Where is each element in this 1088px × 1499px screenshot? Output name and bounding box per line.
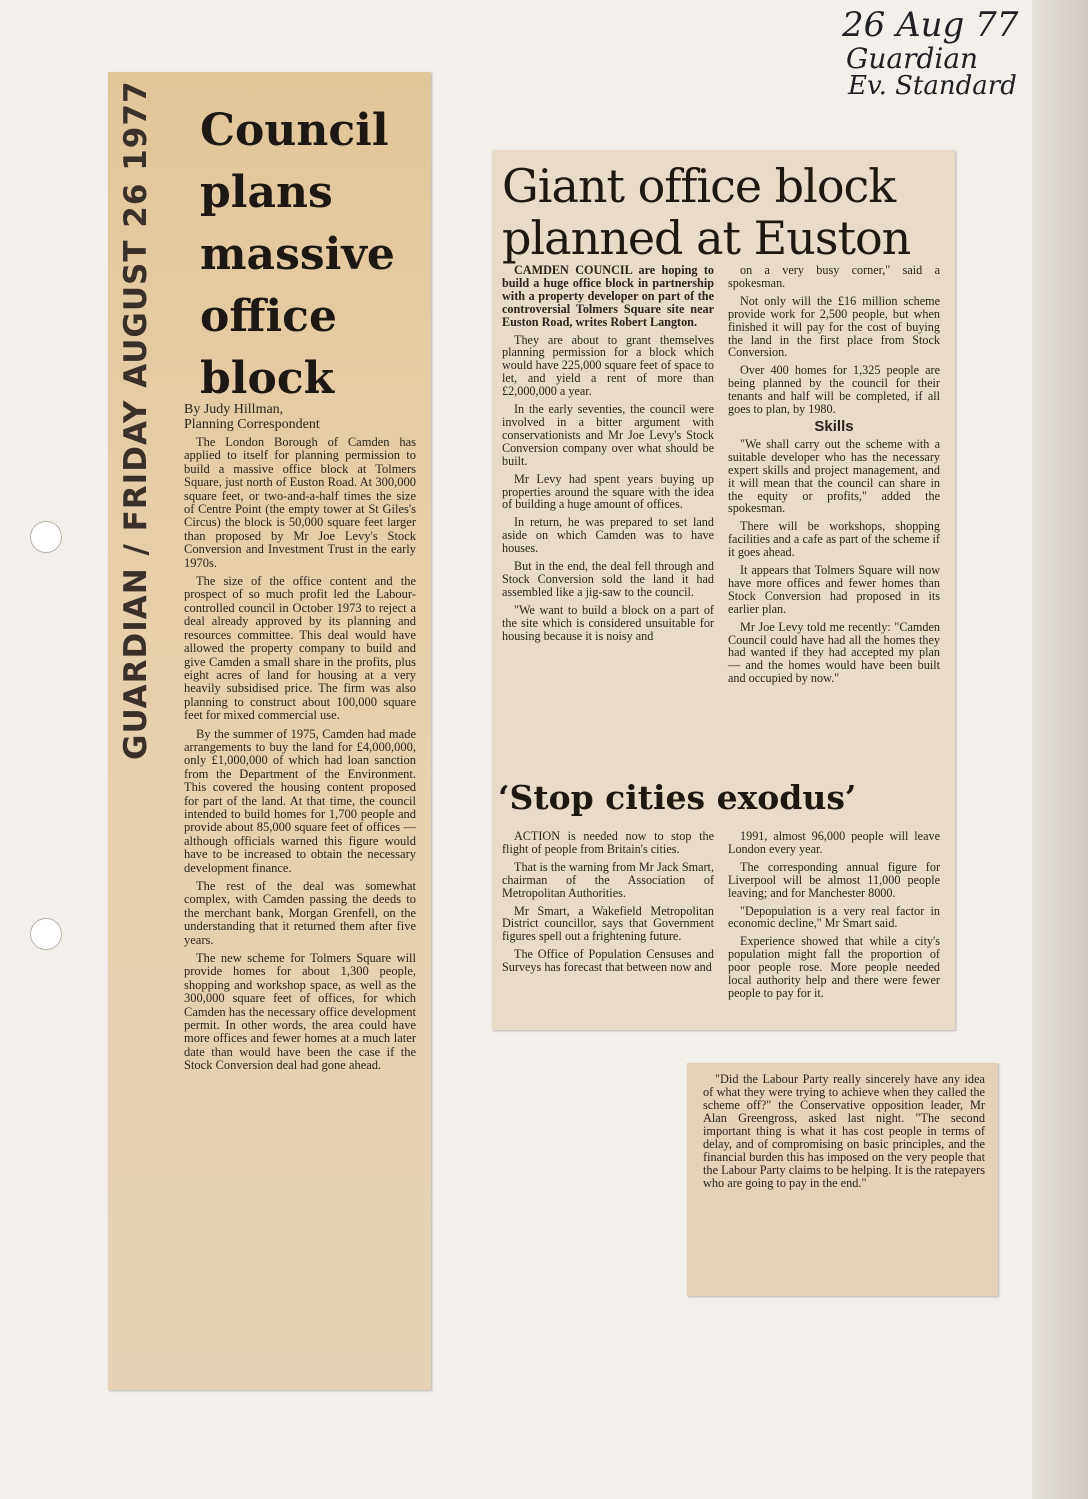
article-paragraph: CAMDEN COUNCIL are hoping to build a huge office block in partnership with a property developer on part of the controversial Tolmers Square site near Euston Road, writes Robert Langton. <box>502 263 714 329</box>
guardian-headline: Council plans massive office block <box>200 105 395 404</box>
article-paragraph: The Office of Population Censuses and Surveys has forecast that between now and <box>502 947 714 975</box>
guardian-article-body <box>184 436 416 1078</box>
article-paragraph: Not only will the £16 million scheme provide work for 2,500 people, but when finished it will pay for the cost of buying the land in the first place from Stock Conversion. <box>728 293 940 360</box>
byline-role: Planning Correspondent <box>184 417 320 432</box>
article-paragraph: In the early seventies, the council were involved in a bitter argument with conservationists and Mr Joe Levy's Stock Conversion company over what should be built. <box>502 402 714 468</box>
guardian-clipping <box>108 72 431 1390</box>
note-source-1: Guardian <box>846 41 979 75</box>
article-paragraph: The size of the office content and the prospect of so much profit led the Labour-controlled council in October 1973 to reject a deal already approved by its planning and resources committee. This deal would have allowed the property company to build and give Camden a small share in the profits, plus eight acres of land for housing at a very heavily subsidised price. The firm was also planning to construct about 100,000 square feet for mixed commercial use. <box>184 574 416 723</box>
quote-clipping <box>687 1063 998 1296</box>
article-paragraph: Over 400 homes for 1,325 people are being planned by the council for their tenants and half will be completed, if all goes to plan, by 1980. <box>728 363 940 417</box>
article-paragraph: "Did the Labour Party really sincerely have any idea of what they were trying to achieve when they called the scheme off?" the Conservative opposition leader, Mr Alan Greengross, asked last night. "The second important thing is what it has cost people in terms of delay, and of compromising on basic principles, and the financial burden this has imposed on the very people that the Labour Party claims to be helping. It is the ratepayers who are going to pay in the end." <box>703 1072 985 1190</box>
article-paragraph: Experience showed that while a city's population might fall the proportion of poor people rose. More people needed local authority help and there were fewer people to pay for it. <box>728 934 940 1000</box>
article-column-4 <box>728 830 940 1005</box>
byline <box>184 402 414 432</box>
article-paragraph: Mr Joe Levy told me recently: "Camden Council could have had all the homes they had wanted if they had accepted my plan — and the homes would have been built and occupied by now." <box>728 619 940 686</box>
article-paragraph: on a very busy corner," said a spokesman. <box>728 263 940 290</box>
exodus-headline: ‘Stop cities exodus’ <box>498 778 857 817</box>
dateline-text: GUARDIAN / FRIDAY AUGUST 26 1977 <box>118 80 154 760</box>
article-paragraph: The London Borough of Camden has applied to itself for planning permission to build a massive office block at Tolmers Square, just north of Euston Road. At 300,000 square feet, or two-and-a-half times the size of Centre Point (the empty tower at St Giles's Circus) the block is 50,000 square feet larger than proposed by Mr Joe Levy's Stock Conversion and Investment Trust in the early 1970s. <box>184 435 416 570</box>
article-paragraph: They are about to grant themselves planning permission for a block which would have 225,000 square feet of space to let, and yield a rent of more than £2,000,000 a year. <box>502 332 714 399</box>
article-paragraph: Mr Levy had spent years buying up properties around the square with the idea of building a huge amount of offices. <box>502 471 714 512</box>
standard-clipping <box>492 150 955 1030</box>
note-date: 26 Aug 77 <box>842 5 1019 45</box>
page-edge <box>1032 0 1088 1499</box>
article-paragraph: The new scheme for Tolmers Square will provide homes for about 1,300 people, shopping and workshop space, as well as the 300,000 square feet of offices, for which Camden has the necessary office development permit. In other words, the area could have more offices and fewer homes at a much later date than would have been the case if the Stock Conversion deal had gone ahead. <box>184 951 416 1073</box>
handwritten-note <box>842 5 1042 102</box>
article-paragraph: Mr Smart, a Wakefield Metropolitan District councillor, says that Government figures spell out a frightening future. <box>502 903 714 944</box>
note-source-2: Ev. Standard <box>848 71 1017 102</box>
article-paragraph: In return, he was prepared to set land aside on which Camden was to have houses. <box>502 515 714 556</box>
article-paragraph: ACTION is needed now to stop the flight of people from Britain's cities. <box>502 829 714 856</box>
subhead-skills: Skills <box>814 417 854 435</box>
article-column-3 <box>502 830 714 979</box>
standard-headline: Giant office block planned at Euston <box>502 159 911 265</box>
article-paragraph: "We want to build a block on a part of the site which is considered unsuitable for housing because it is noisy and <box>502 602 714 643</box>
punch-hole <box>30 521 62 553</box>
article-paragraph: There will be workshops, shopping facilities and a cafe as part of the scheme if it goes ahead. <box>728 519 940 560</box>
article-paragraph: "We shall carry out the scheme with a suitable developer who has the necessary expert skills and project management, and it will mean that the council can share in the equity or profits," added the spokesman. <box>728 436 940 516</box>
byline-author: By Judy Hillman, <box>184 402 284 417</box>
article-paragraph: The corresponding annual figure for Liverpool will be almost 11,000 people leaving; and for Manchester 8000. <box>728 859 940 900</box>
article-paragraph: "Depopulation is a very real factor in economic decline," Mr Smart said. <box>728 903 940 931</box>
quote-body <box>703 1073 985 1195</box>
article-paragraph: That is the warning from Mr Jack Smart, chairman of the Association of Metropolitan Authorities. <box>502 859 714 900</box>
article-column-2 <box>728 264 940 690</box>
article-paragraph: 1991, almost 96,000 people will leave London every year. <box>728 829 940 856</box>
punch-hole <box>30 918 62 950</box>
article-paragraph: By the summer of 1975, Camden had made arrangements to buy the land for £4,000,000, only £1,000,000 of which had loan sanction from the Department of the Environment. This covered the housing content proposed for part of the land. At that time, the council intended to build homes for 1,700 people and provide about 85,000 square feet of offices — although officials warned this figure would have to be increased to obtain the necessary development finance. <box>184 726 416 875</box>
article-paragraph: It appears that Tolmers Square will now have more offices and fewer homes than Stock Conversion had proposed in its earlier plan. <box>728 563 940 616</box>
article-paragraph: But in the end, the deal fell through and Stock Conversion sold the land it had assembled like a jig-saw to the council. <box>502 559 714 599</box>
article-paragraph: The rest of the deal was somewhat complex, with Camden passing the deeds to the merchant bank, Morgan Grenfell, on the understanding that it returned them after five years. <box>184 879 416 947</box>
article-column-1 <box>502 264 714 647</box>
